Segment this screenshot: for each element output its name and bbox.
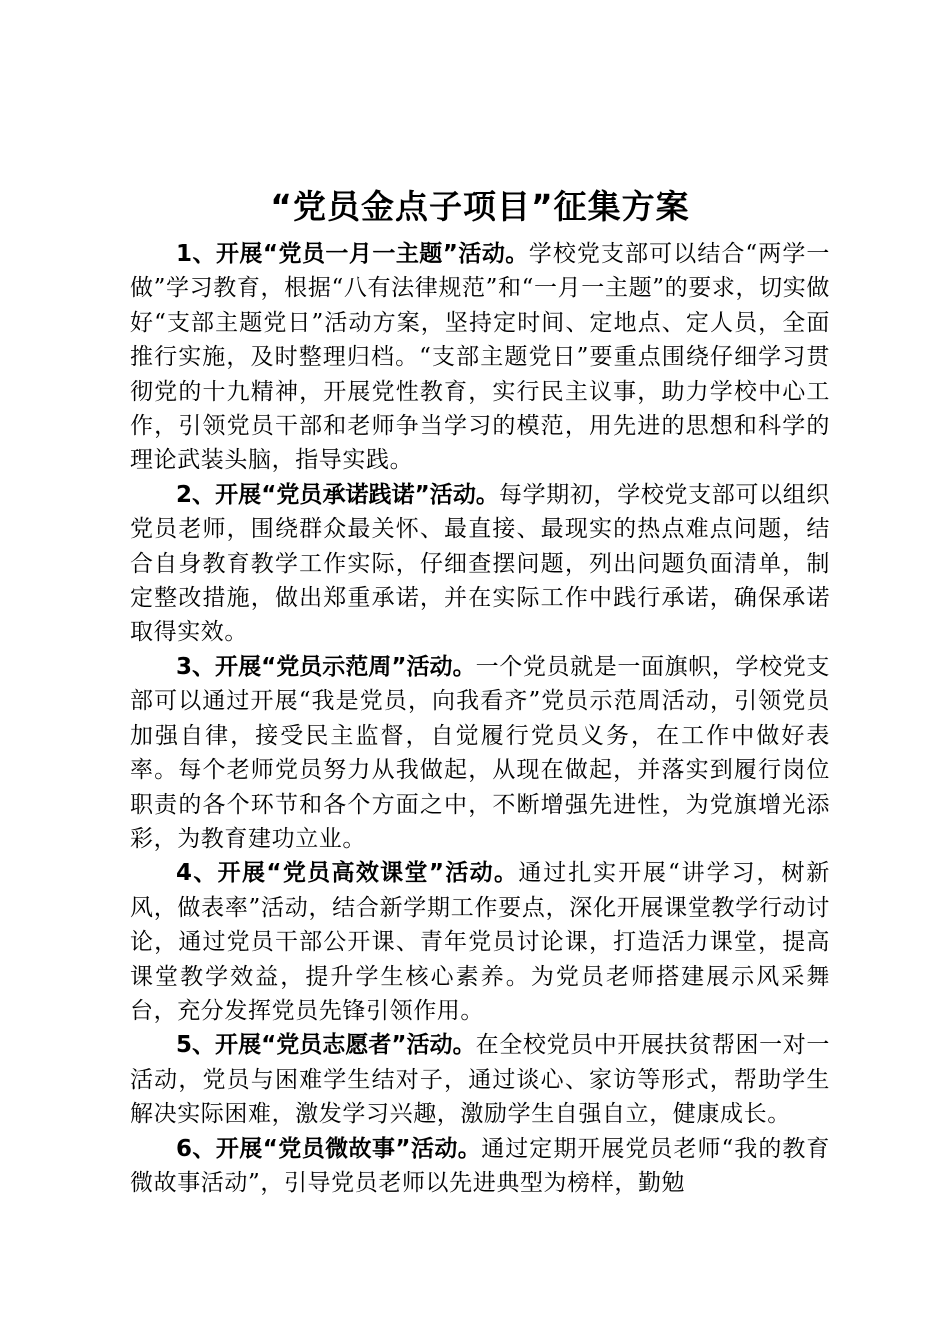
paragraph-1 [130, 237, 830, 478]
paragraph-3-body: 一个党员就是一面旗帜，学校党支部可以通过开展“我是党员，向我看齐”党员示范周活动，引领党员加强自律，接受民主监督，自觉履行党员义务，在工作中做好表率。每个老师党员努力从我做起，从现在做起，并落实到履行岗位职责的各个环节和各个方面之中，不断增强先进性，为党旗增光添彩，为教育建功立业。 [130, 653, 830, 852]
paragraph-5-lead: 5、开展“党员志愿者”活动。 [176, 1032, 476, 1059]
paragraph-2-lead: 2、开展“党员承诺践诺”活动。 [176, 481, 499, 508]
paragraph-6 [130, 1132, 830, 1201]
paragraph-2-body: 每学期初，学校党支部可以组织党员老师，围绕群众最关怀、最直接、最现实的热点难点问题，结合自身教育教学工作实际，仔细查摆问题，列出问题负面清单，制定整改措施，做出郑重承诺，并在实际工作中践行承诺，确保承诺取得实效。 [130, 481, 830, 646]
document-title: “党员金点子项目”征集方案 [270, 187, 690, 226]
paragraph-5 [130, 1028, 830, 1131]
paragraph-1-lead: 1、开展“党员一月一主题”活动。 [176, 241, 529, 267]
paragraph-2 [130, 478, 830, 650]
paragraph-4 [130, 856, 830, 1028]
paragraph-4-lead: 4、开展“党员高效课堂”活动。 [176, 860, 519, 887]
paragraph-6-body: 通过定期开展党员老师“我的教育微故事活动”，引导党员老师以先进典型为榜样，勤勉 [130, 1135, 830, 1196]
paragraph-5-body: 在全校党员中开展扶贫帮困一对一活动，党员与困难学生结对子，通过谈心、家访等形式，帮助学生解决实际困难，激发学习兴趣，激励学生自强自立，健康成长。 [130, 1032, 830, 1128]
document-page [130, 183, 830, 1200]
paragraph-1-body: 学校党支部可以结合“两学一做”学习教育，根据“八有法律规范”和“一月一主题”的要求，切实做好“支部主题党日”活动方案，坚持定时间、定地点、定人员，全面推行实施，及时整理归档。“支部主题党日”要重点围绕仔细学习贯彻党的十九精神，开展党性教育，实行民主议事，助力学校中心工作，引领党员干部和老师争当学习的模范，用先进的思想和科学的理论武装头脑，指导实践。 [130, 241, 830, 474]
paragraph-4-body: 通过扎实开展“讲学习，树新风，做表率”活动，结合新学期工作要点，深化开展课堂教学行动讨论，通过党员干部公开课、青年党员讨论课，打造活力课堂，提高课堂教学效益，提升学生核心素养。为党员老师搭建展示风采舞台，充分发挥党员先锋引领作用。 [130, 860, 830, 1024]
paragraph-3 [130, 650, 830, 856]
paragraph-3-lead: 3、开展“党员示范周”活动。 [176, 653, 476, 680]
paragraph-6-lead: 6、开展“党员微故事”活动。 [176, 1135, 482, 1162]
